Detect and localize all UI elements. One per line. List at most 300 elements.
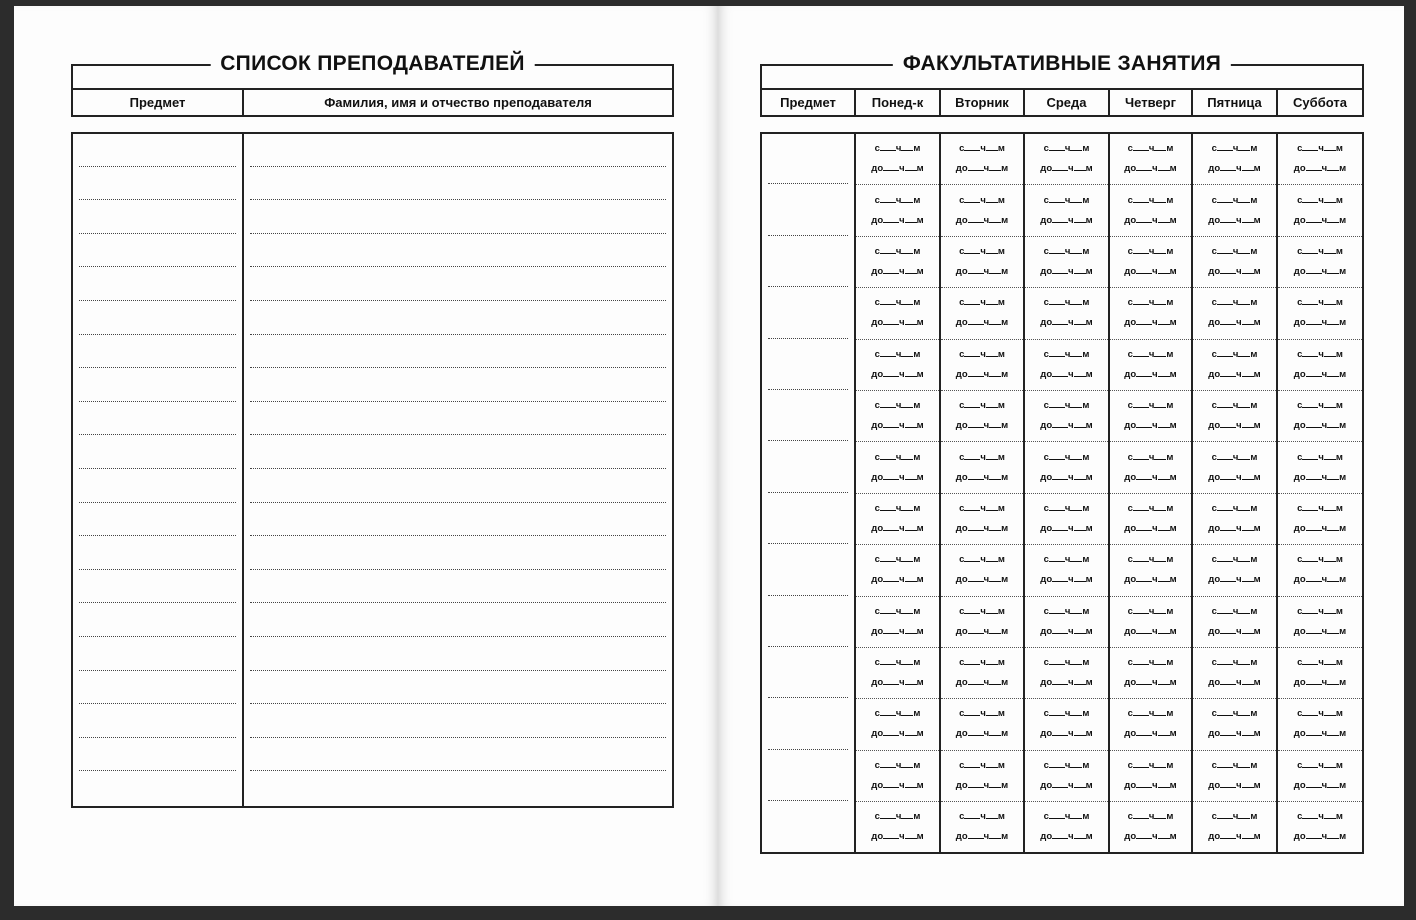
hours-blank[interactable] bbox=[1052, 266, 1068, 274]
schedule-cell-tuesday[interactable] bbox=[940, 750, 1024, 801]
minutes-blank[interactable] bbox=[1070, 606, 1082, 614]
schedule-cell-wednesday[interactable] bbox=[1024, 236, 1109, 287]
schedule-cell-friday[interactable] bbox=[1192, 750, 1277, 801]
hours-blank[interactable] bbox=[1133, 503, 1149, 511]
minutes-blank[interactable] bbox=[986, 349, 998, 357]
hours-blank[interactable] bbox=[1220, 677, 1236, 685]
elective-subject-cell[interactable] bbox=[761, 442, 855, 493]
subject-cell[interactable] bbox=[72, 571, 243, 605]
teacher-name-cell[interactable] bbox=[243, 571, 673, 605]
minutes-blank[interactable] bbox=[1242, 831, 1254, 839]
hours-blank[interactable] bbox=[1220, 523, 1236, 531]
elective-subject-cell[interactable] bbox=[761, 185, 855, 236]
minutes-blank[interactable] bbox=[1154, 400, 1166, 408]
minutes-blank[interactable] bbox=[1242, 728, 1254, 736]
subject-cell[interactable] bbox=[72, 504, 243, 538]
hours-blank[interactable] bbox=[883, 831, 899, 839]
hours-blank[interactable] bbox=[1217, 657, 1233, 665]
hours-blank[interactable] bbox=[964, 195, 980, 203]
hours-blank[interactable] bbox=[880, 195, 896, 203]
minutes-blank[interactable] bbox=[1158, 266, 1170, 274]
minutes-blank[interactable] bbox=[1324, 657, 1336, 665]
minutes-blank[interactable] bbox=[1070, 554, 1082, 562]
hours-blank[interactable] bbox=[1049, 400, 1065, 408]
hours-blank[interactable] bbox=[964, 143, 980, 151]
hours-blank[interactable] bbox=[1136, 266, 1152, 274]
hours-blank[interactable] bbox=[1217, 606, 1233, 614]
hours-blank[interactable] bbox=[1049, 503, 1065, 511]
schedule-cell-saturday[interactable] bbox=[1277, 647, 1363, 698]
schedule-cell-thursday[interactable] bbox=[1109, 802, 1192, 854]
hours-blank[interactable] bbox=[964, 400, 980, 408]
hours-blank[interactable] bbox=[1302, 554, 1318, 562]
schedule-cell-saturday[interactable] bbox=[1277, 236, 1363, 287]
elective-subject-cell[interactable] bbox=[761, 802, 855, 854]
hours-blank[interactable] bbox=[1052, 677, 1068, 685]
hours-blank[interactable] bbox=[1052, 472, 1068, 480]
minutes-blank[interactable] bbox=[1324, 297, 1336, 305]
minutes-blank[interactable] bbox=[1242, 780, 1254, 788]
minutes-blank[interactable] bbox=[1154, 452, 1166, 460]
hours-blank[interactable] bbox=[964, 760, 980, 768]
minutes-blank[interactable] bbox=[1238, 811, 1250, 819]
minutes-blank[interactable] bbox=[989, 215, 1001, 223]
minutes-blank[interactable] bbox=[989, 831, 1001, 839]
minutes-blank[interactable] bbox=[1327, 317, 1339, 325]
hours-blank[interactable] bbox=[1217, 503, 1233, 511]
minutes-blank[interactable] bbox=[905, 266, 917, 274]
hours-blank[interactable] bbox=[1306, 523, 1322, 531]
teacher-name-cell[interactable] bbox=[243, 133, 673, 168]
minutes-blank[interactable] bbox=[1070, 297, 1082, 305]
hours-blank[interactable] bbox=[1217, 143, 1233, 151]
minutes-blank[interactable] bbox=[1327, 163, 1339, 171]
schedule-cell-wednesday[interactable] bbox=[1024, 185, 1109, 236]
teacher-name-cell[interactable] bbox=[243, 672, 673, 706]
minutes-blank[interactable] bbox=[986, 195, 998, 203]
hours-blank[interactable] bbox=[1049, 760, 1065, 768]
schedule-cell-friday[interactable] bbox=[1192, 699, 1277, 750]
hours-blank[interactable] bbox=[1049, 606, 1065, 614]
hours-blank[interactable] bbox=[1306, 728, 1322, 736]
hours-blank[interactable] bbox=[880, 554, 896, 562]
hours-blank[interactable] bbox=[1049, 349, 1065, 357]
hours-blank[interactable] bbox=[883, 677, 899, 685]
minutes-blank[interactable] bbox=[989, 677, 1001, 685]
hours-blank[interactable] bbox=[1136, 523, 1152, 531]
hours-blank[interactable] bbox=[1052, 420, 1068, 428]
minutes-blank[interactable] bbox=[1154, 246, 1166, 254]
minutes-blank[interactable] bbox=[1327, 728, 1339, 736]
hours-blank[interactable] bbox=[1217, 349, 1233, 357]
hours-blank[interactable] bbox=[1052, 317, 1068, 325]
subject-cell[interactable] bbox=[72, 302, 243, 336]
minutes-blank[interactable] bbox=[1242, 163, 1254, 171]
hours-blank[interactable] bbox=[964, 452, 980, 460]
schedule-cell-thursday[interactable] bbox=[1109, 185, 1192, 236]
minutes-blank[interactable] bbox=[989, 266, 1001, 274]
minutes-blank[interactable] bbox=[1158, 163, 1170, 171]
hours-blank[interactable] bbox=[1220, 626, 1236, 634]
minutes-blank[interactable] bbox=[986, 554, 998, 562]
schedule-cell-friday[interactable] bbox=[1192, 288, 1277, 339]
hours-blank[interactable] bbox=[883, 369, 899, 377]
hours-blank[interactable] bbox=[880, 760, 896, 768]
minutes-blank[interactable] bbox=[905, 369, 917, 377]
hours-blank[interactable] bbox=[1302, 452, 1318, 460]
hours-blank[interactable] bbox=[1136, 831, 1152, 839]
hours-blank[interactable] bbox=[880, 143, 896, 151]
minutes-blank[interactable] bbox=[905, 677, 917, 685]
minutes-blank[interactable] bbox=[1327, 626, 1339, 634]
hours-blank[interactable] bbox=[1217, 554, 1233, 562]
hours-blank[interactable] bbox=[1302, 811, 1318, 819]
hours-blank[interactable] bbox=[1136, 472, 1152, 480]
minutes-blank[interactable] bbox=[901, 297, 913, 305]
schedule-cell-saturday[interactable] bbox=[1277, 185, 1363, 236]
elective-subject-cell[interactable] bbox=[761, 288, 855, 339]
minutes-blank[interactable] bbox=[1074, 472, 1086, 480]
hours-blank[interactable] bbox=[1220, 420, 1236, 428]
hours-blank[interactable] bbox=[1052, 215, 1068, 223]
elective-subject-cell[interactable] bbox=[761, 647, 855, 698]
schedule-cell-wednesday[interactable] bbox=[1024, 647, 1109, 698]
minutes-blank[interactable] bbox=[1327, 420, 1339, 428]
minutes-blank[interactable] bbox=[989, 472, 1001, 480]
schedule-cell-thursday[interactable] bbox=[1109, 596, 1192, 647]
subject-cell[interactable] bbox=[72, 369, 243, 403]
hours-blank[interactable] bbox=[1220, 728, 1236, 736]
subject-cell[interactable] bbox=[72, 705, 243, 739]
hours-blank[interactable] bbox=[968, 677, 984, 685]
teacher-name-cell[interactable] bbox=[243, 504, 673, 538]
hours-blank[interactable] bbox=[968, 472, 984, 480]
hours-blank[interactable] bbox=[968, 780, 984, 788]
minutes-blank[interactable] bbox=[1154, 297, 1166, 305]
hours-blank[interactable] bbox=[1049, 708, 1065, 716]
schedule-cell-saturday[interactable] bbox=[1277, 750, 1363, 801]
schedule-cell-saturday[interactable] bbox=[1277, 802, 1363, 854]
hours-blank[interactable] bbox=[968, 420, 984, 428]
minutes-blank[interactable] bbox=[1074, 163, 1086, 171]
hours-blank[interactable] bbox=[968, 215, 984, 223]
schedule-cell-monday[interactable] bbox=[855, 390, 940, 441]
minutes-blank[interactable] bbox=[1327, 215, 1339, 223]
schedule-cell-wednesday[interactable] bbox=[1024, 133, 1109, 185]
minutes-blank[interactable] bbox=[1158, 420, 1170, 428]
minutes-blank[interactable] bbox=[986, 246, 998, 254]
minutes-blank[interactable] bbox=[905, 317, 917, 325]
minutes-blank[interactable] bbox=[986, 811, 998, 819]
hours-blank[interactable] bbox=[1052, 780, 1068, 788]
minutes-blank[interactable] bbox=[901, 143, 913, 151]
hours-blank[interactable] bbox=[1136, 626, 1152, 634]
teacher-name-cell[interactable] bbox=[243, 436, 673, 470]
hours-blank[interactable] bbox=[1136, 369, 1152, 377]
teacher-name-cell[interactable] bbox=[243, 772, 673, 807]
minutes-blank[interactable] bbox=[901, 400, 913, 408]
minutes-blank[interactable] bbox=[1238, 760, 1250, 768]
hours-blank[interactable] bbox=[880, 297, 896, 305]
schedule-cell-monday[interactable] bbox=[855, 493, 940, 544]
minutes-blank[interactable] bbox=[986, 606, 998, 614]
elective-subject-cell[interactable] bbox=[761, 596, 855, 647]
minutes-blank[interactable] bbox=[901, 349, 913, 357]
schedule-cell-saturday[interactable] bbox=[1277, 596, 1363, 647]
hours-blank[interactable] bbox=[964, 349, 980, 357]
elective-subject-cell[interactable] bbox=[761, 390, 855, 441]
hours-blank[interactable] bbox=[1133, 297, 1149, 305]
hours-blank[interactable] bbox=[880, 606, 896, 614]
hours-blank[interactable] bbox=[1049, 143, 1065, 151]
hours-blank[interactable] bbox=[883, 626, 899, 634]
minutes-blank[interactable] bbox=[901, 811, 913, 819]
hours-blank[interactable] bbox=[964, 606, 980, 614]
schedule-cell-tuesday[interactable] bbox=[940, 493, 1024, 544]
hours-blank[interactable] bbox=[1302, 297, 1318, 305]
minutes-blank[interactable] bbox=[1074, 677, 1086, 685]
schedule-cell-tuesday[interactable] bbox=[940, 802, 1024, 854]
hours-blank[interactable] bbox=[968, 266, 984, 274]
minutes-blank[interactable] bbox=[905, 626, 917, 634]
schedule-cell-monday[interactable] bbox=[855, 236, 940, 287]
minutes-blank[interactable] bbox=[1070, 400, 1082, 408]
minutes-blank[interactable] bbox=[1074, 728, 1086, 736]
hours-blank[interactable] bbox=[964, 708, 980, 716]
hours-blank[interactable] bbox=[1133, 708, 1149, 716]
minutes-blank[interactable] bbox=[901, 195, 913, 203]
minutes-blank[interactable] bbox=[989, 369, 1001, 377]
hours-blank[interactable] bbox=[1052, 574, 1068, 582]
hours-blank[interactable] bbox=[1136, 420, 1152, 428]
minutes-blank[interactable] bbox=[1327, 831, 1339, 839]
schedule-cell-friday[interactable] bbox=[1192, 133, 1277, 185]
minutes-blank[interactable] bbox=[905, 780, 917, 788]
schedule-cell-wednesday[interactable] bbox=[1024, 802, 1109, 854]
schedule-cell-saturday[interactable] bbox=[1277, 442, 1363, 493]
hours-blank[interactable] bbox=[1302, 606, 1318, 614]
hours-blank[interactable] bbox=[1220, 780, 1236, 788]
minutes-blank[interactable] bbox=[1242, 574, 1254, 582]
hours-blank[interactable] bbox=[1306, 266, 1322, 274]
minutes-blank[interactable] bbox=[1242, 215, 1254, 223]
schedule-cell-monday[interactable] bbox=[855, 699, 940, 750]
minutes-blank[interactable] bbox=[1242, 369, 1254, 377]
hours-blank[interactable] bbox=[1136, 163, 1152, 171]
schedule-cell-wednesday[interactable] bbox=[1024, 390, 1109, 441]
hours-blank[interactable] bbox=[1133, 657, 1149, 665]
minutes-blank[interactable] bbox=[1327, 523, 1339, 531]
schedule-cell-thursday[interactable] bbox=[1109, 750, 1192, 801]
hours-blank[interactable] bbox=[883, 317, 899, 325]
hours-blank[interactable] bbox=[880, 503, 896, 511]
schedule-cell-saturday[interactable] bbox=[1277, 390, 1363, 441]
minutes-blank[interactable] bbox=[1154, 657, 1166, 665]
hours-blank[interactable] bbox=[1136, 574, 1152, 582]
hours-blank[interactable] bbox=[883, 523, 899, 531]
schedule-cell-wednesday[interactable] bbox=[1024, 596, 1109, 647]
schedule-cell-tuesday[interactable] bbox=[940, 185, 1024, 236]
minutes-blank[interactable] bbox=[1070, 708, 1082, 716]
hours-blank[interactable] bbox=[1302, 246, 1318, 254]
minutes-blank[interactable] bbox=[1327, 266, 1339, 274]
hours-blank[interactable] bbox=[1136, 728, 1152, 736]
subject-cell[interactable] bbox=[72, 268, 243, 302]
schedule-cell-saturday[interactable] bbox=[1277, 133, 1363, 185]
teacher-name-cell[interactable] bbox=[243, 403, 673, 437]
hours-blank[interactable] bbox=[1217, 195, 1233, 203]
schedule-cell-friday[interactable] bbox=[1192, 339, 1277, 390]
hours-blank[interactable] bbox=[883, 163, 899, 171]
minutes-blank[interactable] bbox=[1324, 400, 1336, 408]
schedule-cell-monday[interactable] bbox=[855, 596, 940, 647]
schedule-cell-monday[interactable] bbox=[855, 442, 940, 493]
minutes-blank[interactable] bbox=[905, 574, 917, 582]
hours-blank[interactable] bbox=[1136, 780, 1152, 788]
hours-blank[interactable] bbox=[1217, 811, 1233, 819]
hours-blank[interactable] bbox=[883, 266, 899, 274]
hours-blank[interactable] bbox=[883, 472, 899, 480]
minutes-blank[interactable] bbox=[1238, 606, 1250, 614]
schedule-cell-thursday[interactable] bbox=[1109, 545, 1192, 596]
minutes-blank[interactable] bbox=[1070, 760, 1082, 768]
minutes-blank[interactable] bbox=[1074, 780, 1086, 788]
schedule-cell-friday[interactable] bbox=[1192, 802, 1277, 854]
hours-blank[interactable] bbox=[968, 626, 984, 634]
hours-blank[interactable] bbox=[1220, 472, 1236, 480]
subject-cell[interactable] bbox=[72, 772, 243, 807]
hours-blank[interactable] bbox=[1133, 606, 1149, 614]
minutes-blank[interactable] bbox=[1238, 452, 1250, 460]
hours-blank[interactable] bbox=[1306, 317, 1322, 325]
minutes-blank[interactable] bbox=[1074, 831, 1086, 839]
hours-blank[interactable] bbox=[883, 574, 899, 582]
teacher-name-cell[interactable] bbox=[243, 604, 673, 638]
minutes-blank[interactable] bbox=[1074, 523, 1086, 531]
minutes-blank[interactable] bbox=[1238, 400, 1250, 408]
hours-blank[interactable] bbox=[883, 215, 899, 223]
minutes-blank[interactable] bbox=[1074, 369, 1086, 377]
hours-blank[interactable] bbox=[968, 831, 984, 839]
minutes-blank[interactable] bbox=[1074, 317, 1086, 325]
minutes-blank[interactable] bbox=[1154, 503, 1166, 511]
minutes-blank[interactable] bbox=[989, 574, 1001, 582]
hours-blank[interactable] bbox=[880, 400, 896, 408]
hours-blank[interactable] bbox=[964, 554, 980, 562]
minutes-blank[interactable] bbox=[901, 554, 913, 562]
minutes-blank[interactable] bbox=[1242, 523, 1254, 531]
schedule-cell-tuesday[interactable] bbox=[940, 236, 1024, 287]
hours-blank[interactable] bbox=[1049, 811, 1065, 819]
schedule-cell-wednesday[interactable] bbox=[1024, 699, 1109, 750]
minutes-blank[interactable] bbox=[1324, 554, 1336, 562]
hours-blank[interactable] bbox=[1052, 369, 1068, 377]
hours-blank[interactable] bbox=[1049, 195, 1065, 203]
minutes-blank[interactable] bbox=[905, 163, 917, 171]
schedule-cell-saturday[interactable] bbox=[1277, 545, 1363, 596]
minutes-blank[interactable] bbox=[1324, 349, 1336, 357]
teacher-name-cell[interactable] bbox=[243, 336, 673, 370]
minutes-blank[interactable] bbox=[1070, 811, 1082, 819]
hours-blank[interactable] bbox=[1217, 400, 1233, 408]
hours-blank[interactable] bbox=[1133, 349, 1149, 357]
hours-blank[interactable] bbox=[964, 811, 980, 819]
schedule-cell-tuesday[interactable] bbox=[940, 545, 1024, 596]
minutes-blank[interactable] bbox=[905, 728, 917, 736]
minutes-blank[interactable] bbox=[1154, 708, 1166, 716]
schedule-cell-tuesday[interactable] bbox=[940, 390, 1024, 441]
minutes-blank[interactable] bbox=[1324, 143, 1336, 151]
hours-blank[interactable] bbox=[1136, 677, 1152, 685]
hours-blank[interactable] bbox=[964, 297, 980, 305]
minutes-blank[interactable] bbox=[1074, 420, 1086, 428]
hours-blank[interactable] bbox=[1220, 574, 1236, 582]
minutes-blank[interactable] bbox=[1070, 246, 1082, 254]
minutes-blank[interactable] bbox=[1154, 606, 1166, 614]
schedule-cell-thursday[interactable] bbox=[1109, 390, 1192, 441]
schedule-cell-friday[interactable] bbox=[1192, 647, 1277, 698]
elective-subject-cell[interactable] bbox=[761, 493, 855, 544]
hours-blank[interactable] bbox=[1217, 297, 1233, 305]
subject-cell[interactable] bbox=[72, 537, 243, 571]
hours-blank[interactable] bbox=[1306, 831, 1322, 839]
schedule-cell-friday[interactable] bbox=[1192, 185, 1277, 236]
hours-blank[interactable] bbox=[1049, 297, 1065, 305]
hours-blank[interactable] bbox=[880, 246, 896, 254]
schedule-cell-wednesday[interactable] bbox=[1024, 288, 1109, 339]
hours-blank[interactable] bbox=[1133, 246, 1149, 254]
minutes-blank[interactable] bbox=[986, 297, 998, 305]
hours-blank[interactable] bbox=[964, 246, 980, 254]
hours-blank[interactable] bbox=[1302, 349, 1318, 357]
minutes-blank[interactable] bbox=[1327, 574, 1339, 582]
hours-blank[interactable] bbox=[880, 811, 896, 819]
minutes-blank[interactable] bbox=[986, 143, 998, 151]
minutes-blank[interactable] bbox=[989, 163, 1001, 171]
minutes-blank[interactable] bbox=[901, 452, 913, 460]
hours-blank[interactable] bbox=[1220, 215, 1236, 223]
hours-blank[interactable] bbox=[1302, 195, 1318, 203]
minutes-blank[interactable] bbox=[905, 420, 917, 428]
subject-cell[interactable] bbox=[72, 201, 243, 235]
hours-blank[interactable] bbox=[1302, 760, 1318, 768]
hours-blank[interactable] bbox=[1049, 246, 1065, 254]
minutes-blank[interactable] bbox=[989, 780, 1001, 788]
schedule-cell-tuesday[interactable] bbox=[940, 288, 1024, 339]
hours-blank[interactable] bbox=[968, 369, 984, 377]
minutes-blank[interactable] bbox=[1074, 215, 1086, 223]
teacher-name-cell[interactable] bbox=[243, 470, 673, 504]
hours-blank[interactable] bbox=[1306, 163, 1322, 171]
schedule-cell-thursday[interactable] bbox=[1109, 133, 1192, 185]
elective-subject-cell[interactable] bbox=[761, 133, 855, 185]
schedule-cell-wednesday[interactable] bbox=[1024, 339, 1109, 390]
hours-blank[interactable] bbox=[1217, 760, 1233, 768]
subject-cell[interactable] bbox=[72, 235, 243, 269]
hours-blank[interactable] bbox=[1306, 369, 1322, 377]
subject-cell[interactable] bbox=[72, 604, 243, 638]
hours-blank[interactable] bbox=[1133, 143, 1149, 151]
hours-blank[interactable] bbox=[1217, 708, 1233, 716]
minutes-blank[interactable] bbox=[1158, 728, 1170, 736]
schedule-cell-friday[interactable] bbox=[1192, 596, 1277, 647]
subject-cell[interactable] bbox=[72, 168, 243, 202]
minutes-blank[interactable] bbox=[1158, 574, 1170, 582]
minutes-blank[interactable] bbox=[901, 503, 913, 511]
hours-blank[interactable] bbox=[1052, 728, 1068, 736]
minutes-blank[interactable] bbox=[905, 831, 917, 839]
minutes-blank[interactable] bbox=[1154, 143, 1166, 151]
